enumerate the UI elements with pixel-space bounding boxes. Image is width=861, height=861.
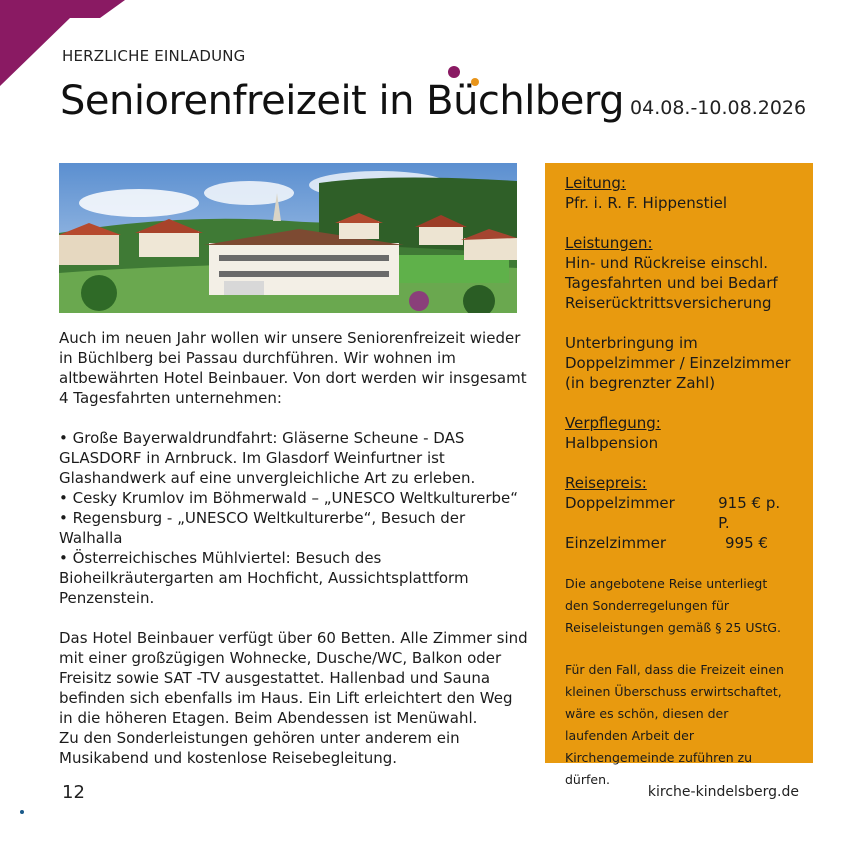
price-value: 915 € p. P. [718,494,781,532]
small-dot-decoration [20,810,24,814]
trip-item: • Große Bayerwaldrundfahrt: Gläserne Scheune - DAS GLASDORF in Arnbruck. Im Glasdorf Weinfurtner ist Glashandwerk auf eine unvergleichliche Art zu erleben. [59,429,476,487]
main-article [59,328,529,768]
leistungen-value: Hin- und Rückreise einschl. Tagesfahrten und bei Bedarf Reiserücktrittsversicherung [565,254,778,312]
price-row [565,533,793,553]
price-row [565,493,793,533]
tax-note: Die angebotene Reise unterliegt den Sonderregelungen für Reiseleistungen gemäß § 25 UStG. [565,576,781,635]
leitung-heading: Leitung: [565,174,626,192]
page-title: Seniorenfreizeit in Büchlberg [60,78,625,124]
trip-list [59,428,529,608]
unterbringung-section [565,333,793,393]
corner-decoration [0,0,140,90]
verpflegung-section [565,413,793,453]
surplus-note: Für den Fall, dass die Freizeit einen kleinen Überschuss erwirtschaftet, wäre es schön, diesen der laufenden Arbeit der Kirchengemeinde zuführen zu dürfen. [565,662,784,787]
verpflegung-heading: Verpflegung: [565,414,661,432]
trip-item: • Regensburg - „UNESCO Weltkulturerbe“, Besuch der Walhalla [59,509,466,547]
title-row [60,78,806,124]
trip-item: • Österreichisches Mühlviertel: Besuch des Bioheilkräutergarten am Hochficht, Aussichtsplattform Penzenstein. [59,549,469,607]
leitung-section [565,173,793,213]
price-value: 995 € [725,534,768,552]
price-label: Doppelzimmer [565,494,675,512]
hotel-paragraph: Das Hotel Beinbauer verfügt über 60 Betten. Alle Zimmer sind mit einer großzügigen Wohnecke, Dusche/WC, Balkon oder Freisitz sowie SAT -TV ausgestattet. Hallenbad und Sauna befinden sich ebenfalls im Haus. Ein Lift erleichtert den Weg in die höheren Etagen. Beim Abendessen ist Menüwahl. [59,629,528,727]
price-label: Einzelzimmer [565,534,667,552]
date-range: 04.08.-10.08.2026 [630,97,807,119]
extras-paragraph: Zu den Sonderleistungen gehören unter anderem ein Musikabend und kostenlose Reisebegleitung. [59,729,460,767]
hotel-photo [59,163,517,313]
trip-item: • Cesky Krumlov im Böhmerwald – „UNESCO Weltkulturerbe“ [59,489,519,507]
reisepreis-heading: Reisepreis: [565,474,647,492]
leistungen-heading: Leistungen: [565,234,653,252]
reisepreis-section [565,473,793,553]
page-number: 12 [62,782,85,803]
intro-paragraph: Auch im neuen Jahr wollen wir unsere Seniorenfreizeit wieder in Büchlberg bei Passau durchführen. Wir wohnen im altbewährten Hotel Beinbauer. Von dort werden wir insgesamt 4 Tagesfahrten unternehmen: [59,329,527,407]
leitung-value: Pfr. i. R. F. Hippenstiel [565,194,728,212]
verpflegung-value: Halbpension [565,434,659,452]
website-url: kirche-kindelsberg.de [647,784,799,800]
purple-dot-decoration [448,66,460,78]
kicker-label: HERZLICHE EINLADUNG [62,47,246,65]
leistungen-section [565,233,793,313]
info-sidebar [545,163,813,787]
unterbringung-value: Unterbringung im Doppelzimmer / Einzelzimmer (in begrenzter Zahl) [565,334,791,392]
